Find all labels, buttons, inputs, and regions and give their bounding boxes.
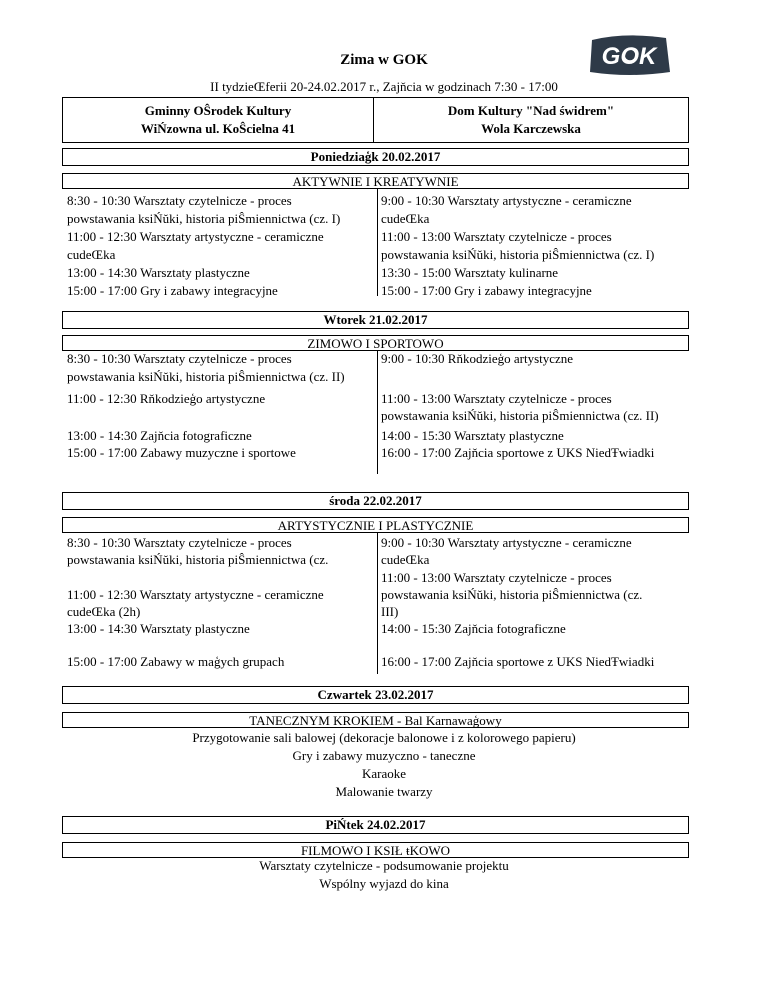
schedule-line: 15:00 - 17:00 Gry i zabawy integracyjne — [67, 283, 278, 298]
column-divider — [377, 188, 378, 296]
schedule-line: 13:00 - 14:30 Warsztaty plastyczne — [67, 265, 250, 280]
schedule-line: 15:00 - 17:00 Gry i zabawy integracyjne — [381, 283, 592, 298]
schedule-line: 8:30 - 10:30 Warsztaty czytelnicze - proces — [67, 351, 292, 366]
schedule-line: 15:00 - 17:00 Zabawy w maģych grupach — [67, 654, 285, 669]
schedule-line: cudeŒka — [67, 247, 116, 262]
schedule-line: Wspólny wyjazd do kina — [319, 876, 449, 891]
day-header-wednesday: środa 22.02.2017 — [62, 492, 689, 510]
venue-gok-name: Gminny OŜrodek Kultury — [144, 103, 292, 118]
schedule-line: powstawania ksiŃŭki, historia piŜmiennictwa (cz. — [67, 552, 329, 567]
schedule-line: 9:00 - 10:30 Warsztaty artystyczne - ceramiczne — [381, 193, 632, 208]
schedule-line: 11:00 - 13:00 Warsztaty czytelnicze - proces — [381, 391, 612, 406]
schedule-line: 16:00 - 17:00 Zajňcia sportowe z UKS NiedŦwiadki — [381, 654, 655, 669]
day-header-thursday: Czwartek 23.02.2017 — [62, 686, 689, 704]
schedule-line: 11:00 - 13:00 Warsztaty czytelnicze - proces — [381, 229, 612, 244]
schedule-line: powstawania ksiŃŭki, historia piŜmiennictwa (cz. I) — [67, 211, 341, 226]
schedule-line: Warsztaty czytelnicze - podsumowanie projektu — [259, 858, 509, 873]
theme-tuesday: ZIMOWO I SPORTOWO — [62, 335, 689, 351]
venues-table — [62, 97, 689, 143]
friday-items — [0, 857, 768, 893]
schedule-line: 9:00 - 10:30 Rňkodzieģo artystyczne — [381, 351, 574, 366]
venue-dk-name: Dom Kultury "Nad świdrem" — [447, 103, 615, 118]
day-header-monday: Poniedziaģk 20.02.2017 — [62, 148, 689, 166]
schedule-line: 11:00 - 12:30 Rňkodzieģo artystyczne — [67, 391, 266, 406]
schedule-line: Gry i zabawy muzyczno - taneczne — [292, 748, 476, 763]
schedule-line: 11:00 - 12:30 Warsztaty artystyczne - ceramiczne — [67, 587, 324, 602]
day-header-friday: PiŃtek 24.02.2017 — [62, 816, 689, 834]
schedule-line: powstawania ksiŃŭki, historia piŜmiennictwa (cz. I) — [381, 247, 655, 262]
column-divider — [377, 532, 378, 674]
theme-friday: FILMOWO I KSIŁ ŧKOWO — [62, 842, 689, 858]
theme-wednesday: ARTYSTYCZNIE I PLASTYCZNIE — [62, 517, 689, 533]
schedule-line: powstawania ksiŃŭki, historia piŜmiennictwa (cz. — [381, 587, 643, 602]
schedule-line: 9:00 - 10:30 Warsztaty artystyczne - ceramiczne — [381, 535, 632, 550]
theme-thursday: TANECZNYM KROKIEM - Bal Karnawaģowy — [62, 712, 689, 728]
page-title: Zima w GOK — [340, 52, 428, 68]
venue-gok — [63, 98, 374, 142]
schedule-line: cudeŒka (2h) — [67, 604, 141, 619]
schedule-line: 14:00 - 15:30 Warsztaty plastyczne — [381, 428, 564, 443]
monday-left-column — [67, 192, 377, 300]
schedule-line: 8:30 - 10:30 Warsztaty czytelnicze - proces — [67, 535, 292, 550]
schedule-line: 16:00 - 17:00 Zajňcia sportowe z UKS NiedŦwiadki — [381, 445, 655, 460]
venue-gok-address: WiŃzowna ul. KoŜcielna 41 — [140, 121, 296, 136]
logo-text: GOK — [601, 43, 657, 70]
schedule-line: 14:00 - 15:30 Zajňcia fotograficzne — [381, 621, 566, 636]
schedule-line: Przygotowanie sali balowej (dekoracje balonowe i z kolorowego papieru) — [192, 730, 576, 745]
venue-dom-kultury — [374, 98, 688, 142]
schedule-line: 13:00 - 14:30 Warsztaty plastyczne — [67, 621, 250, 636]
schedule-line: 8:30 - 10:30 Warsztaty czytelnicze - proces — [67, 193, 292, 208]
schedule-line: 13:30 - 15:00 Warsztaty kulinarne — [381, 265, 559, 280]
schedule-line: 13:00 - 14:30 Zajňcia fotograficzne — [67, 428, 252, 443]
schedule-line: Karaoke — [361, 766, 407, 781]
schedule-line: 15:00 - 17:00 Zabawy muzyczne i sportowe — [67, 445, 296, 460]
schedule-line: III) — [381, 604, 399, 619]
venue-dk-address: Wola Karczewska — [481, 121, 581, 136]
schedule-line: 11:00 - 13:00 Warsztaty czytelnicze - proces — [381, 570, 612, 585]
schedule-line: 11:00 - 12:30 Warsztaty artystyczne - ceramiczne — [67, 229, 324, 244]
theme-monday: AKTYWNIE I KREATYWNIE — [62, 173, 689, 189]
monday-right-column — [381, 192, 689, 300]
day-header-tuesday: Wtorek 21.02.2017 — [62, 311, 689, 329]
schedule-line: cudeŒka — [381, 552, 430, 567]
schedule-line: powstawania ksiŃŭki, historia piŜmiennictwa (cz. II) — [381, 408, 659, 423]
column-divider — [377, 350, 378, 474]
schedule-line: Malowanie twarzy — [335, 784, 433, 799]
page-subtitle: II tydzieŒferii 20-24.02.2017 r., Zajňcia w godzinach 7:30 - 17:00 — [210, 79, 558, 94]
thursday-items — [0, 729, 768, 801]
schedule-line: cudeŒka — [381, 211, 430, 226]
gok-logo — [586, 32, 672, 78]
schedule-line: powstawania ksiŃŭki, historia piŜmiennictwa (cz. II) — [67, 369, 345, 384]
